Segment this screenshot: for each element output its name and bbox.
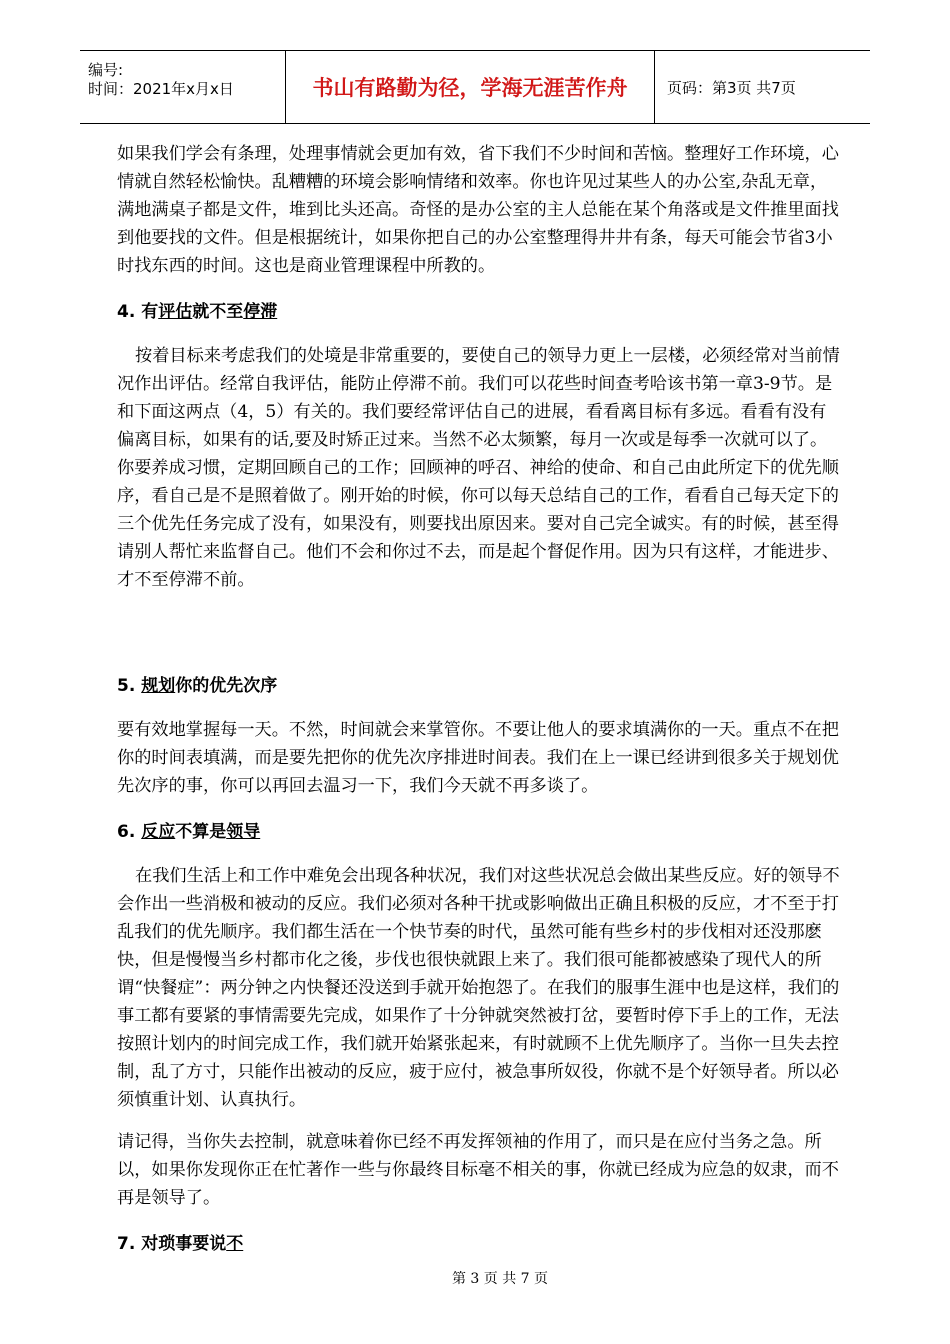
number-label: 编号: xyxy=(88,61,124,79)
document-header xyxy=(80,50,870,124)
paragraph-organization: 如果我们学会有条理，处理事情就会更加有效，省下我们不少时间和苦恼。整理好工作环境，心情就自然轻松愉快。乱糟糟的环境会影响情绪和效率。你也许见过某些人的办公室,杂乱无章，满地满桌子都是文件，堆到比头还高。奇怪的是办公室的主人总能在某个角落或是文件推里面找到他要找的文件。但是根据统计，如果你把自己的办公室整理得井井有条，每天可能会节省3小时找东西的时间。这也是商业管理课程中所教的。 xyxy=(117,144,839,276)
paragraph-priorities: 要有效地掌握每一天。不然，时间就会来掌管你。不要让他人的要求填满你的一天。重点不在把你的时间表填满，而是要先把你的优先次序排进时间表。我们在上一课已经讲到很多关于规划优先次序的事，你可以再回去温习一下，我们今天就不再多谈了。 xyxy=(117,720,839,796)
heading-section-7: 7. 对琐事要说不 xyxy=(117,1234,244,1254)
heading-section-6: 6. 反应不算是领导 xyxy=(117,822,261,842)
spacer xyxy=(117,608,842,654)
header-motto: 书山有路勤为径，学海无涯苦作舟 xyxy=(285,51,655,123)
time-label: 时间：2021年x月x日 xyxy=(88,80,234,98)
paragraph-evaluation: 按着目标来考虑我们的处境是非常重要的，要使自己的领导力更上一层楼，必须经常对当前情况作出评估。经常自我评估，能防止停滞不前。我们可以花些时间查考哈该书第一章3-9节。是和下面这两点（4，5）有关的。我们要经常评估自己的进展，看看离目标有多远。看看有没有偏离目标，如果有的话,要及时矫正过来。当然不必太频繁，每月一次或是每季一次就可以了。你要养成习惯，定期回顾自己的工作；回顾神的呼召、神给的使命、和自己由此所定下的优先顺序，看自己是不是照着做了。刚开始的时候，你可以每天总结自己的工作，看看自己每天定下的三个优先任务完成了没有，如果没有，则要找出原因来。要对自己完全诚实。有的时候，甚至得请别人帮忙来监督自己。他们不会和你过不去，而是起个督促作用。因为只有这样，才能进步、才不至停滞不前。 xyxy=(117,346,840,590)
document-body xyxy=(117,140,842,1274)
paragraph-remember: 请记得，当你失去控制，就意味着你已经不再发挥领袖的作用了，而只是在应付当务之急。所以，如果你发现你正在忙著作一些与你最终目标毫不相关的事，你就已经成为应急的奴隶，而不再是领导了。 xyxy=(117,1132,839,1208)
header-meta xyxy=(80,51,285,123)
heading-section-5: 5. 规划你的优先次序 xyxy=(117,676,278,696)
paragraph-reaction: 在我们生活上和工作中难免会出现各种状况，我们对这些状况总会做出某些反应。好的领导不会作出一些消极和被动的反应。我们必须对各种干扰或影响做出正确且积极的反应，才不至于打乱我们的优先顺序。我们都生活在一个快节奏的时代，虽然可能有些乡村的步伐相对还没那麽快，但是慢慢当乡村都市化之後，步伐也很快就跟上来了。我们很可能都被感染了现代人的所谓“快餐症”：两分钟之内快餐还没送到手就开始抱怨了。在我们的服事生涯中也是这样，我们的事工都有要紧的事情需要先完成，如果作了十分钟就突然被打岔，要暂时停下手上的工作，无法按照计划内的时间完成工作，我们就开始紧张起来，有时就顾不上优先顺序了。当你一旦失去控制，乱了方寸，只能作出被动的反应，疲于应付，被急事所奴役，你就不是个好领导者。所以必须慎重计划、认真执行。 xyxy=(117,866,840,1110)
page-footer: 第 3 页 共 7 页 xyxy=(451,1271,549,1287)
header-page-label: 页码：第3页 共7页 xyxy=(667,78,796,97)
heading-section-4: 4. 有评估就不至停滞 xyxy=(117,302,278,322)
